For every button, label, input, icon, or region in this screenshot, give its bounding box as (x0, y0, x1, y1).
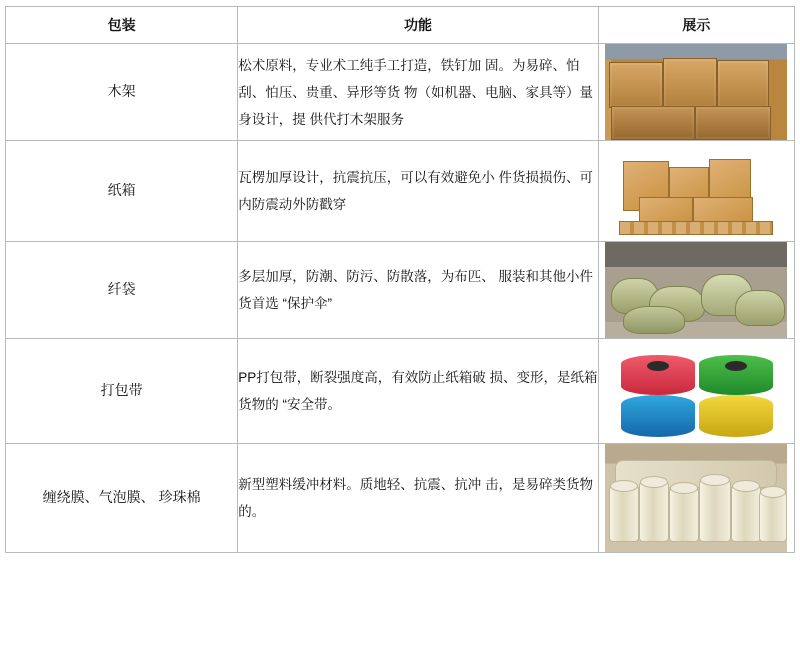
function-text-woven-bag: 多层加厚，防潮、防污、防散落，为布匹、 服装和其他小件货首选 “保护伞” (238, 242, 598, 339)
table-header-row (6, 7, 795, 44)
film-roll (731, 484, 761, 542)
table-row (6, 141, 795, 242)
function-text-carton: 瓦楞加厚设计，抗震抗压，可以有效避免小 件货损损伤、可内防震动外防戳穿 (238, 141, 598, 242)
crate-shape (695, 106, 771, 140)
strapping-rolls-photo (605, 339, 787, 443)
column-header-display: 展示 (598, 7, 794, 44)
crate-shape (717, 60, 769, 108)
strap-roll-blue (621, 395, 695, 437)
film-roll (639, 480, 669, 542)
package-name-wooden-crate: 木架 (6, 44, 238, 141)
display-cell-wooden-crate (598, 44, 794, 141)
display-cell-stretch-film (598, 444, 794, 553)
package-name-strapping-band: 打包带 (6, 339, 238, 444)
display-cell-strapping-band (598, 339, 794, 444)
function-text-stretch-film: 新型塑料缓冲材料。质地轻、抗震、抗冲 击，是易碎类货物的。 (238, 444, 598, 553)
display-cell-woven-bag (598, 242, 794, 339)
package-name-woven-bag: 纤袋 (6, 242, 238, 339)
crate-shape (611, 106, 695, 140)
table-body (6, 44, 795, 553)
sack-shape (735, 290, 785, 326)
table-row (6, 444, 795, 553)
film-roll (669, 486, 699, 542)
strap-roll-yellow (699, 395, 773, 437)
woven-bags-photo (605, 242, 787, 338)
film-roll (609, 484, 639, 542)
package-name-carton: 纸箱 (6, 141, 238, 242)
function-text-strapping-band: PP打包带，断裂强度高，有效防止纸箱破 损、变形，是纸箱货物的 “安全带。 (238, 339, 598, 444)
table-header (6, 7, 795, 44)
film-roll (759, 490, 787, 542)
film-roll (699, 478, 731, 542)
crate-shape (663, 58, 717, 108)
table-row (6, 242, 795, 339)
crate-shape (609, 62, 663, 108)
sack-shape (623, 306, 685, 334)
packaging-comparison-table (5, 6, 795, 553)
display-cell-carton (598, 141, 794, 242)
column-header-package: 包装 (6, 7, 238, 44)
package-name-stretch-film: 缠绕膜、气泡膜、 珍珠棉 (6, 444, 238, 553)
function-text-wooden-crate: 松术原料，专业术工纯手工打造，铁钉加 固。为易碎、怕刮、怕压、贵重、异形等货 物（如机器、电脑、家具等）量身设计，提 供代打木架服务 (238, 44, 598, 141)
wooden-crate-photo (605, 44, 787, 140)
pallet-shape (619, 221, 773, 235)
table-row (6, 339, 795, 444)
table-row (6, 44, 795, 141)
column-header-function: 功能 (238, 7, 598, 44)
carton-boxes-photo (605, 141, 787, 241)
stretch-film-rolls-photo (605, 444, 787, 552)
